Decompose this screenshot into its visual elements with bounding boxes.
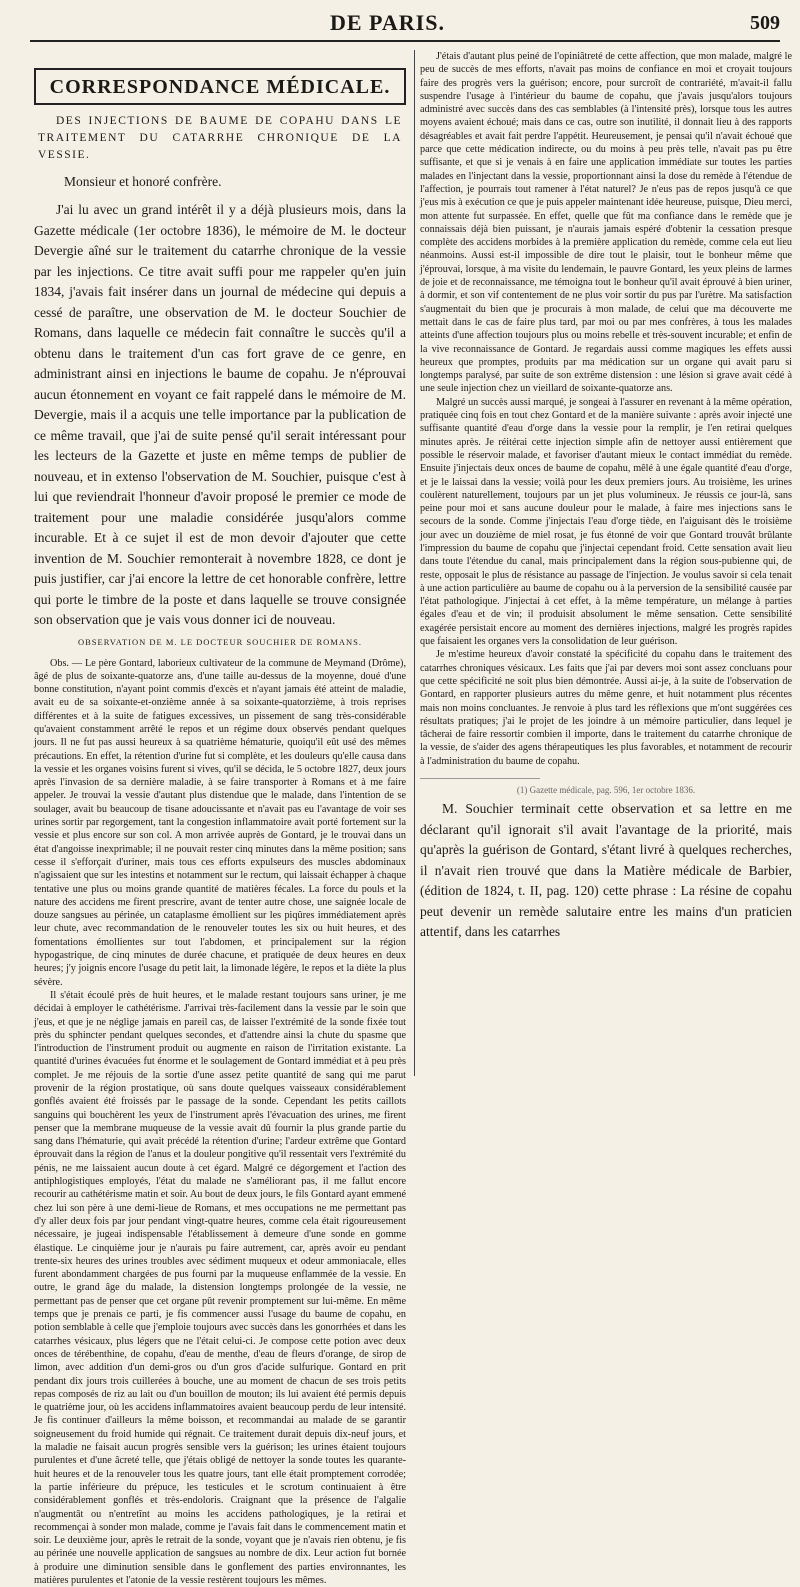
section-title-box <box>34 68 406 105</box>
column-divider <box>414 50 415 1076</box>
letter-paragraph: J'ai lu avec un grand intérêt il y a déjà plusieurs mois, dans la Gazette médicale (1er octobre 1836), le mémoire de M. le docteur Devergie aîné sur le traitement du catarrhe chronique de la vessie par les injections. Ce titre avait suffi pour me rappeler qu'en juin 1834, j'avais fait insérer dans un journal de médecine qui depuis a cessé de paraître, une observation de M. le docteur Souchier de Romans, dans laquelle ce médecin fait connaître le succès qu'il a obtenu dans le traitement d'un cas fort grave de ce genre, en administrant ainsi en injections le baume de copahu. Je n'éprouvai aucun étonnement en voyant ce fait rappelé dans le mémoire de M. Devergie, mais il a acquis une telle importance par la publication de ce même travail, que j'ai de suite pensé qu'il serait intéressant pour les lecteurs de la Gazette et juste en même temps de publier de nouveau, et in extenso l'observation de M. Souchier, puisque c'est à lui que reviendrait l'honneur d'avoir proposé le premier ce mode de traitement pour une maladie considérée jusqu'alors comme incurable. Et à ce sujet il est de mon devoir d'ajouter que cette invention de M. Souchier remonterait à novembre 1828, ce dont je puis justifier, car j'ai encore la lettre de cet honorable confrère, lettre qui porte le timbre de la poste et dans laquelle se trouve consignée son observation que je vais vous donner ici de nouveau. <box>34 202 406 627</box>
footnote: (1) Gazette médicale, pag. 596, 1er octobre 1836. <box>516 785 696 796</box>
observation-paragraph: Malgré un succès aussi marqué, je songeai à l'assurer en revenant à la même opération, pratiquée cinq fois en tout chez Gontard et de la manière suivante : après avoir injecté une suffisante quantité d'eau d'orge dans la vessie pour la remplir, je l'en retirai quelques minutes après. Je réitérai cette injection simple afin de nettoyer aussi entièrement que possible le réservoir malade, et favoriser d'autant mieux le contact immédiat du remède. Ensuite j'injectais deux onces de baume de copahu, mêlé à une égale quantité d'eau d'orge, et je le laissai dans la vessie; voilà pour les deux premiers jours. Au troisième, les urines coulèrent naturellement, toujours par un jet plus volumineux. Je réussis ce jour-là, sans peine pour moi et sans aucune douleur pour le malade, à faire mes injections sans le secours de la sonde. Comme j'injectais l'eau d'orge tiède, en l'aiguisant dès le troisième jour avec un douzième de miel rosat, je fus étonné de voir que Gontard trouvât brûlante l'impression du baume de copahu que j'injectai cependant froid. Cette sensation avait lieu dans toute l'étendue du canal, mais principalement dans la région sous-pubienne qui, de reste, opposait le plus de résistance au passage de l'injection. Je voulus savoir si cela tenait à une action particulière au baume de copahu ou à la perversion de la sensibilité causée par l'état pathologique. J'injectai à cet effet, à la même température, un mélange à parties égales d'eau et de vin; il produisit absolument le même sensation. Cette sensibilité exagérée persistait encore au moment des dernières injections, malgré les progrès rapides que faisaient les organes vers la consolidation de leur guérison. <box>420 396 792 648</box>
observation-paragraph: Il s'était écoulé près de huit heures, et le malade restant toujours sans uriner, je me décidai à employer le cathétérisme. J'arrivai très-facilement dans la vessie par le soin que j'eus, et que je ne néglige jamais en pareil cas, de laisser l'extrémité de la sonde fixée tout près du sphincter pendant quelques secondes, et d'attendre ainsi la chute du spasme que l'introduction de l'instrument produit ou augmente en raison de l'irritation existante. La quantité d'urines évacuées fut énorme et le soulagement de Gontard immédiat et à peu près complet. Je me réjouis de la sortie d'une assez petite quantité de sang qui me parut provenir de la région prostatique, où sans doute quelques vaisseaux considérablement gonflés avaient été froissés par le passage de la sonde. Cependant les petits caillots sanguins qui bouchèrent les yeux de l'instrument après l'évacuation des urines, me firent penser que la membrane muqueuse de la vessie avait dû fournir la plus grande partie du sang dans l'hématurie, qui avait précédé la rétention d'urine; l'ardeur extrême que Gontard éprouvait dans la région de l'anus et la douleur pongitive qu'il ressentait vers l'extrémité du pénis, ne me laissaient aucun doute à cet égard. Malgré ce dégorgement et l'action des antiphlogistiques employés, l'état du malade ne s'améliorant pas, il me fallut encore recourir au cathétérisme matin et soir. Au bout de deux jours, le fils Gontard ayant emmené chez lui son père à une demi-lieue de Romans, et mes occupations ne me permettant pas d'y aller deux fois par jour pendant vingt-quatre heures, comme cela était rigoureusement nécessaire, je jugeai indispensable l'établissement à demeure d'une sonde en gomme élastique. Le cinquième jour je n'aurais pu faire autrement, car, après avoir eu pendant trente-six heures des urines troubles avec sédiment muqueux et odeur ammoniacale, elles furent abondamment chargées de pus fourni par la muqueuse enflammée de la vessie. En outre, le grand âge du malade, la distension longtemps prolongée de la vessie, ne permettant pas de penser que cet organe pût revenir promptement sur lui-même. En même temps que je prenais ce parti, je fis commencer aussi l'usage du baume de copahu, en potion semblable à celle que j'emploie toujours avec succès dans les gonorrhées et dans les catarrhes vésicaux, plus légers que ne l'était celui-ci. Je compose cette potion avec deux onces de térébenthine, de copahu, d'eau de menthe, d'eau de fleurs d'orange, de sirop de limon, avec addition d'un demi-gros ou d'un gros d'acide sulfurique. Gontard en prit pendant dix jours trois cuillerées à bouche, une au moment de chacun de ses trois petits repas composés de riz au lait ou d'un bouillon de mouton; ils lui avaient été permis depuis le quatrième jour, où les accidens inflammatoires avaient beaucoup perdu de leur intensité. Je fis continuer d'ailleurs la même boisson, et recommandai au malade de se garantir soigneusement du froid humide qui régnait. Ce traitement durait depuis dix-neuf jours, et la maladie ne faisait aucun progrès sensible vers la guérison; les urines étaient toujours purulentes et d'une âcreté telle, que j'étais obligé de nettoyer la sonde toutes les quarante-huit heures et de la renouveler tous les quatre jours, tant elle était promptement corrodée; la partie inférieure du prépuce, les testicules et le scrotum continuaient à être considérablement gonflés et très-endoloris. Craignant que la présence de l'algalie n'augmentât ou n'entretînt au moins les accidens pathologiques, je la retirai et recommençai à sonder mon malade, comme je l'avais fait dans le commencement matin et soir. Le deuxième jour, après le retrait de la sonde, voyant que je n'avais rien obtenu, je fis au périnée une nouvelle application de sangsues au nombre de dix. Leur action fut bornée à produire une diminution sensible dans le gonflement des parties environnantes, les matières purulentes et l'atonie de la vessie restèrent toujours les mêmes. <box>34 989 407 1586</box>
page-header <box>30 8 780 38</box>
header-rule <box>30 40 780 42</box>
observation-title: OBSERVATION DE M. LE DOCTEUR SOUCHIER DE ROMANS. <box>78 636 362 647</box>
observation-paragraph: J'étais d'autant plus peiné de l'opiniâtreté de cette affection, que mon malade, malgré le peu de succès de mes efforts, n'avait pas moins de confiance en moi et croyait toujours faire des progrès vers la guérison; encore, pour surcroît de contrariété, m'avait-il fallu suspendre l'usage à l'intérieur du baume de copahu, que j'avais jusqu'alors toujours administré avec succès dans des cas semblables (à l'intensité près), lorsque tous les autres moyens avaient échoué; mais dans ce cas, outre son inutilité, il donnait lieu à des rapports désagréables et avait fait perdre l'appétit. Heureusement, je pensai qu'il n'avait échoué que parce que cette médication indirecte, ou du moins à peu près telle, n'avait pas pu être suffisante, et que si je venais à en faire une application immédiate sur toutes les parties malades en l'injectant dans la vessie, proportionnant ainsi la dose du remède à l'étendue de l'affection, je pourrais tout ramener à l'état naturel? Je n'eus pas de repos jusqu'à ce que j'eus mis à exécution ce que je puis appeler maintenant idée heureuse, puisque, Dieu merci, mon attente fut surpassée. En effet, quelle que fût ma confiance dans le remède que je connaissais déjà bien puissant, je n'aurais jamais espéré d'obtenir la cessation presque complète des accidens morbides à la première application du remède, comme cela eut lieu néanmoins. Aussi est-il impossible de dire tout le plaisir, tout le bonheur même que j'éprouvai, lorsque, à ma visite du lendemain, le pauvre Gontard, les yeux pleins de larmes de joie et de reconnaissance, me témoigna tout le bonheur qu'il avait éprouvé à bien uriner, à dormir, et son vif contentement de ne plus voir sortir du pus par l'urètre. Ma satisfaction s'augmentait du bien que je procurais à mon malade, de celui que ma découverte me mettait dans le cas de faire plus tard, par moi ou par mes confrères, à tous les malades atteints d'une affection toujours plus ou moins rebelle et très-souvent incurable; et enfin de la vive reconnaissance de Gontard. Je regardais aussi comme magiques les effets aussi heureux que promptes, produits par ma médication sur un organe qui avait paru si longtemps paralysé, par suite de son extrême distension : une lésion si grave avait cédé à une seule injection chez un vieillard de soixante-quatorze ans. <box>420 51 792 395</box>
left-column <box>34 50 407 1586</box>
salutation: Monsieur et honoré confrère. <box>64 174 222 189</box>
footnote-rule <box>420 778 540 779</box>
observation-paragraph: Obs. — Le père Gontard, laborieux cultivateur de la commune de Meymand (Drôme), âgé de plus de soixante-quatorze ans, d'une taille au-dessus de la moyenne, doué d'une bonne constitution, n'ayant point commis d'excès et n'ayant jamais été atteint de maladie, avait eu de sa soixante-et-onzième année à sa soixante-quatorzième, à trois reprises différentes et à la suite de fatigues excessives, un pissement de sang très-considérable qu'avaient constamment arrêté le repos et un régime doux observés pendant quelques jours. Il ne fut pas aussi heureux à sa quatrième hématurie, quoiqu'il eût usé des mêmes précautions. En effet, la rétention d'urine fut si complète, et les douleurs qu'elle causa dans la vessie et les organes voisins furent si vives, qu'il se décida, le 5 octobre 1827, deux jours après l'invasion de sa dernière maladie, à se faire transporter à Romans et à me faire appeler. Je trouvai la vessie d'autant plus distendue que le malade, dans l'intention de se soulager, avait bu beaucoup de tisane adoucissante et n'avait pas eu l'avantage de voir ses urines sortir par regorgement, tant la congestion inflammatoire avait porté fortement sur la vessie et plus encore sur son col. A mon arrivée auprès de Gontard, je le trouvai dans un état d'angoisse inexprimable; il ne pouvait rester cinq minutes dans la même position; sans cesse il s'efforçait d'uriner, mais tous ces efforts expulseurs des muscles abdominaux n'agissaient que sur les intestins et notamment sur le rectum, qui laissait échapper à chaque tentative une plus ou moins grande quantité de matières fécales. La force du pouls et la nature des accidens me firent prescrire, avant de tenter autre chose, une saignée locale de douze sangsues au périnée, un cataplasme émollient sur les piqûres immédiatement après leur chute, avec recommandation de le renouveler toutes les six ou huit heures, et des fomentations émollientes sur tout l'abdomen, et principalement sur la région hypogastrique, de cinq minutes de durée chacune, et pratiquée de deux heures en deux heures; j'y joignis encore l'usage du petit lait, la limonade légère, le repos et la diète la plus sévère. <box>34 657 406 988</box>
closing-paragraph: M. Souchier terminait cette observation et sa lettre en me déclarant qu'il ignorait s'il avait l'avantage de la priorité, mais qu'après la guérison de Gontard, s'étant livré à quelques recherches, il n'avait rien trouvé que dans la Matière médicale de Barbier, (édition de 1824, t. II, pag. 120) cette phrase : La résine de copahu peut devenir un remède salutaire entre les mains d'un praticien attentif, dans les catarrhes <box>420 801 792 940</box>
right-column <box>420 50 792 1076</box>
running-head: DE PARIS. <box>330 10 445 35</box>
observation-paragraph: Je m'estime heureux d'avoir constaté la spécificité du copahu dans le traitement des catarrhes chroniques vésicaux. Les faits que j'ai par devers moi sont assez concluans pour que cette spécificité ne soit plus bien démontrée. Aussi ai-je, à la suite de l'observation de Gontard, en rapporter plusieurs autres du même genre, et huit notamment plus récentes mais non moins concluantes. Je renvoie à plus tard les réflexions que m'ont suggérées ces résultats pratiques; j'ai le projet de les joindre à un mémoire particulier, dans lequel je tâcherai de faire ressortir combien il importe, dans le traitement du catarrhe chronique de la vessie, de s'aider des agens thérapeutiques les plus favorables, et notamment de recourir à l'administration du baume de copahu. <box>420 649 792 767</box>
section-title: CORRESPONDANCE MÉDICALE. <box>49 76 391 98</box>
page-number: 509 <box>750 12 780 34</box>
article-subtitle: DES INJECTIONS DE BAUME DE COPAHU DANS LE TRAITEMENT DU CATARRHE CHRONIQUE DE LA VESSIE. <box>38 115 402 161</box>
